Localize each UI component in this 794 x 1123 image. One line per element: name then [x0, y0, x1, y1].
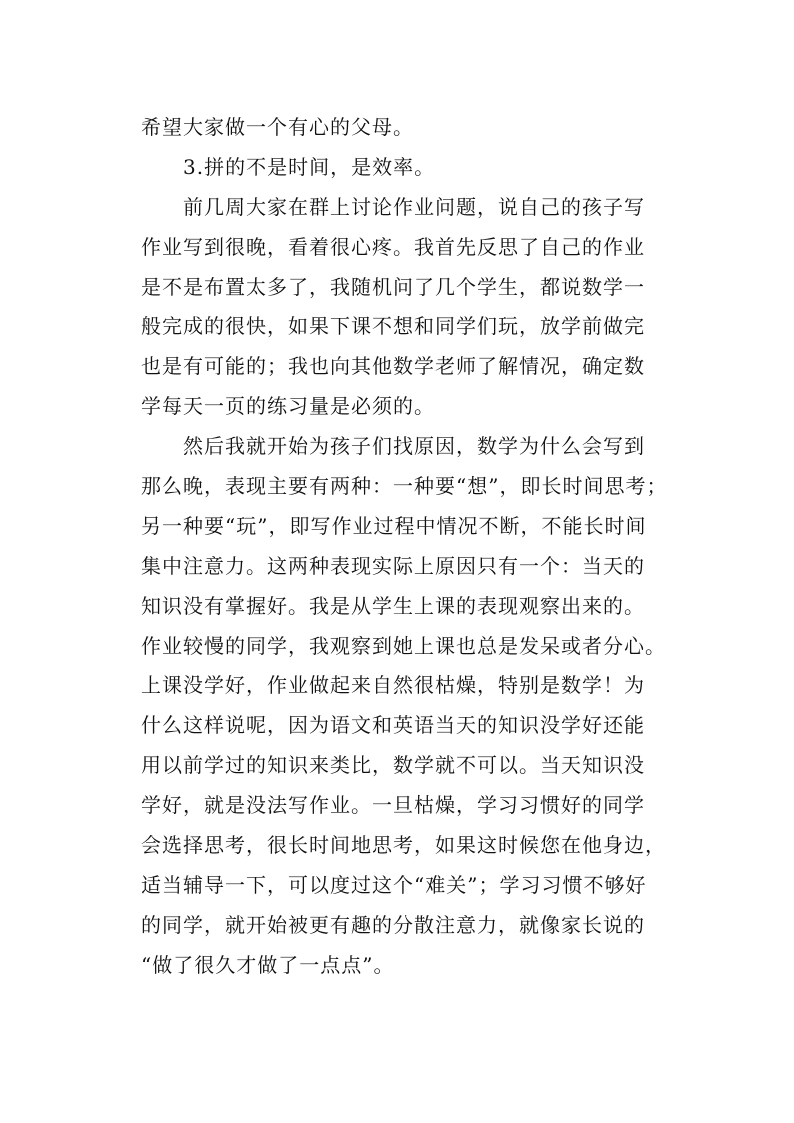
text-line: 学好，就是没法写作业。一旦枯燥，学习习惯好的同学: [141, 793, 645, 818]
text-line: 用以前学过的知识来类比，数学就不可以。当天知识没: [141, 753, 645, 778]
text-line: 那么晚，表现主要有两种：一种要“想”，即长时间思考；: [141, 474, 668, 499]
text-line: 也是有可能的；我也向其他数学老师了解情况，确定数: [141, 354, 645, 379]
body-text: [141, 108, 681, 986]
text-line: 集中注意力。这两种表现实际上原因只有一个：当天的: [141, 553, 645, 578]
text-line: “做了很久才做了一点点”。: [141, 952, 395, 977]
text-line: 是不是布置太多了，我随机问了几个学生，都说数学一: [141, 274, 645, 299]
text-line: 另一种要“玩”，即写作业过程中情况不断，不能长时间: [141, 513, 647, 538]
text-line: 然后我就开始为孩子们找原因，数学为什么会写到: [183, 434, 645, 459]
text-line: 般完成的很快，如果下课不想和同学们玩，放学前做完: [141, 314, 645, 339]
text-line: 的同学，就开始被更有趣的分散注意力，就像家长说的: [141, 912, 645, 937]
text-line: 会选择思考，很长时间地思考，如果这时候您在他身边，: [141, 833, 666, 858]
text-line: 适当辅导一下，可以度过这个“难关”；学习习惯不够好: [141, 872, 647, 897]
text-line: 希望大家做一个有心的父母。: [141, 115, 414, 139]
text-line: 知识没有掌握好。我是从学生上课的表现观察出来的。: [141, 593, 645, 618]
text-line: 作业写到很晚，看着很心疼。我首先反思了自己的作业: [141, 234, 645, 259]
text-line: 前几周大家在群上讨论作业问题，说自己的孩子写: [183, 194, 645, 219]
text-line: 什么这样说呢，因为语文和英语当天的知识没学好还能: [141, 713, 645, 738]
text-line: 作业较慢的同学，我观察到她上课也总是发呆或者分心。: [141, 633, 666, 658]
text-line: 学每天一页的练习量是必须的。: [141, 394, 435, 419]
text-line: 3.拼的不是时间，是效率。: [183, 154, 436, 179]
text-line: 上课没学好，作业做起来自然很枯燥，特别是数学！为: [141, 673, 645, 698]
